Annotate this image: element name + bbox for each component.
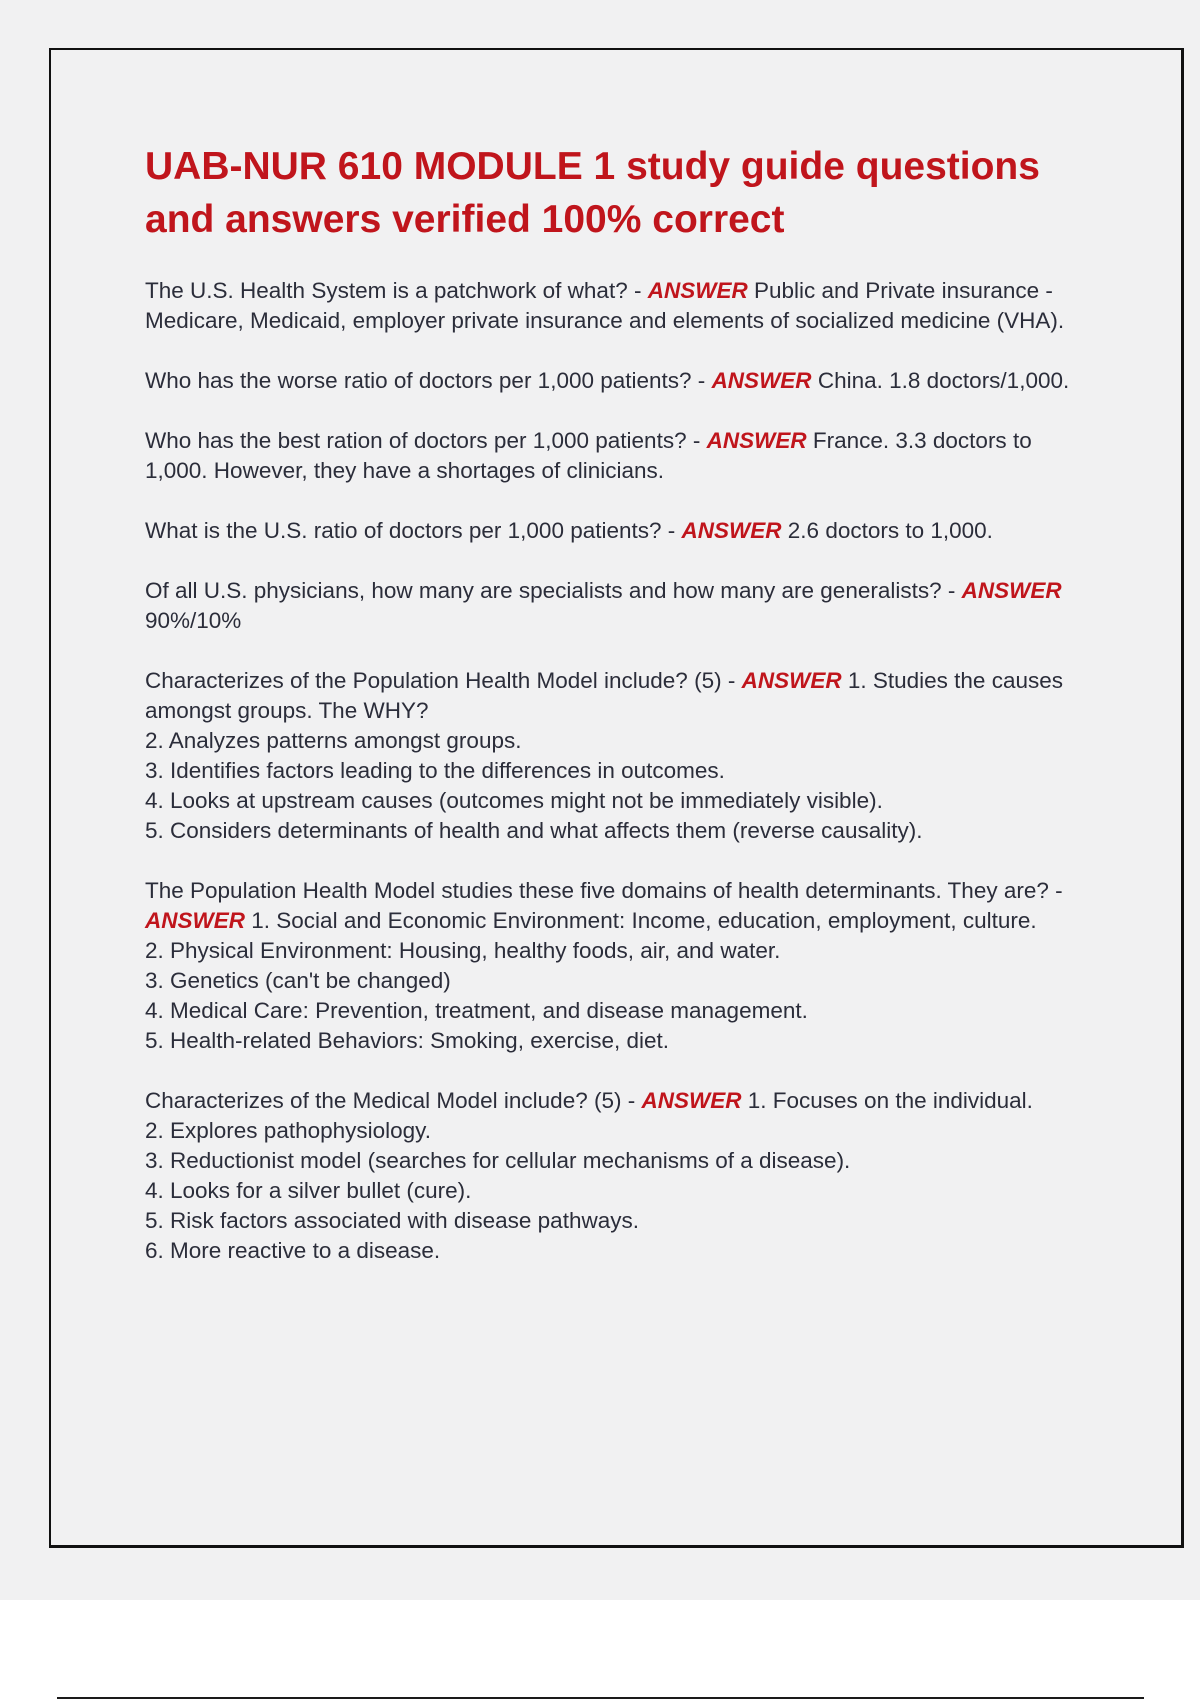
answer-line: 5. Health-related Behaviors: Smoking, exercise, diet. bbox=[145, 1028, 670, 1053]
answer-line: 2. Explores pathophysiology. bbox=[145, 1118, 432, 1143]
question-text: Characterizes of the Medical Model include? (5) - bbox=[145, 1088, 642, 1113]
answer-text: 1. Studies the causes amongst groups. The WHY? bbox=[145, 668, 1063, 723]
answer-label: ANSWER bbox=[647, 278, 748, 303]
answer-line: 5. Risk factors associated with disease pathways. bbox=[145, 1208, 639, 1233]
answer-text: 1. Focuses on the individual. bbox=[747, 1088, 1033, 1113]
answer-line: 3. Identifies factors leading to the differences in outcomes. bbox=[145, 758, 725, 783]
answer-text: China. 1.8 doctors/1,000. bbox=[817, 368, 1070, 393]
answer-text: 2.6 doctors to 1,000. bbox=[787, 518, 993, 543]
footer-divider bbox=[57, 1697, 1144, 1699]
answer-line: 4. Medical Care: Prevention, treatment, and disease management. bbox=[145, 998, 808, 1023]
qa-first-line bbox=[145, 1086, 1090, 1116]
qa-item bbox=[145, 876, 1090, 1056]
answer-line: 6. More reactive to a disease. bbox=[145, 1238, 441, 1263]
qa-first-line bbox=[145, 666, 1090, 726]
question-text: The U.S. Health System is a patchwork of what? - bbox=[145, 278, 648, 303]
document-title: UAB-NUR 610 MODULE 1 study guide questions and answers verified 100% correct bbox=[145, 145, 1040, 241]
qa-item bbox=[145, 666, 1090, 846]
answer-line: 2. Analyzes patterns amongst groups. bbox=[145, 728, 522, 753]
qa-item bbox=[145, 576, 1090, 636]
answer-line: 3. Genetics (can't be changed) bbox=[145, 968, 451, 993]
question-text: The Population Health Model studies these five domains of health determinants. They are? - bbox=[145, 878, 1063, 903]
answer-text: 1. Social and Economic Environment: Income, education, employment, culture. bbox=[251, 908, 1037, 933]
qa-item bbox=[145, 426, 1090, 486]
question-text: What is the U.S. ratio of doctors per 1,000 patients? - bbox=[145, 518, 682, 543]
qa-item bbox=[145, 1086, 1090, 1266]
question-text: Who has the worse ratio of doctors per 1,000 patients? - bbox=[145, 368, 712, 393]
qa-item bbox=[145, 366, 1090, 396]
question-text: Who has the best ration of doctors per 1,000 patients? - bbox=[145, 428, 707, 453]
question-text: Of all U.S. physicians, how many are specialists and how many are generalists? - bbox=[145, 578, 962, 603]
answer-line: 2. Physical Environment: Housing, healthy foods, air, and water. bbox=[145, 938, 781, 963]
answer-label: ANSWER bbox=[145, 908, 245, 933]
answer-label: ANSWER bbox=[681, 518, 782, 543]
answer-text: Public and Private insurance - Medicare, Medicaid, employer private insurance and elements of socialized medicine (VHA). bbox=[145, 278, 1065, 333]
answer-line: 5. Considers determinants of health and what affects them (reverse causality). bbox=[145, 818, 923, 843]
qa-item bbox=[145, 276, 1090, 336]
answer-label: ANSWER bbox=[741, 668, 842, 693]
qa-item bbox=[145, 516, 1090, 546]
answer-line: 4. Looks at upstream causes (outcomes might not be immediately visible). bbox=[145, 788, 883, 813]
question-text: Characterizes of the Population Health Model include? (5) - bbox=[145, 668, 742, 693]
answer-line: 3. Reductionist model (searches for cellular mechanisms of a disease). bbox=[145, 1148, 851, 1173]
qa-first-line bbox=[145, 876, 1090, 936]
answer-label: ANSWER bbox=[711, 368, 812, 393]
answer-line: 4. Looks for a silver bullet (cure). bbox=[145, 1178, 472, 1203]
answer-text: France. 3.3 doctors to 1,000. However, they have a shortages of clinicians. bbox=[145, 428, 1032, 483]
answer-text: 90%/10% bbox=[145, 608, 242, 633]
answer-label: ANSWER bbox=[641, 1088, 742, 1113]
answer-label: ANSWER bbox=[961, 578, 1062, 603]
qa-list bbox=[145, 276, 1090, 1296]
answer-label: ANSWER bbox=[706, 428, 807, 453]
